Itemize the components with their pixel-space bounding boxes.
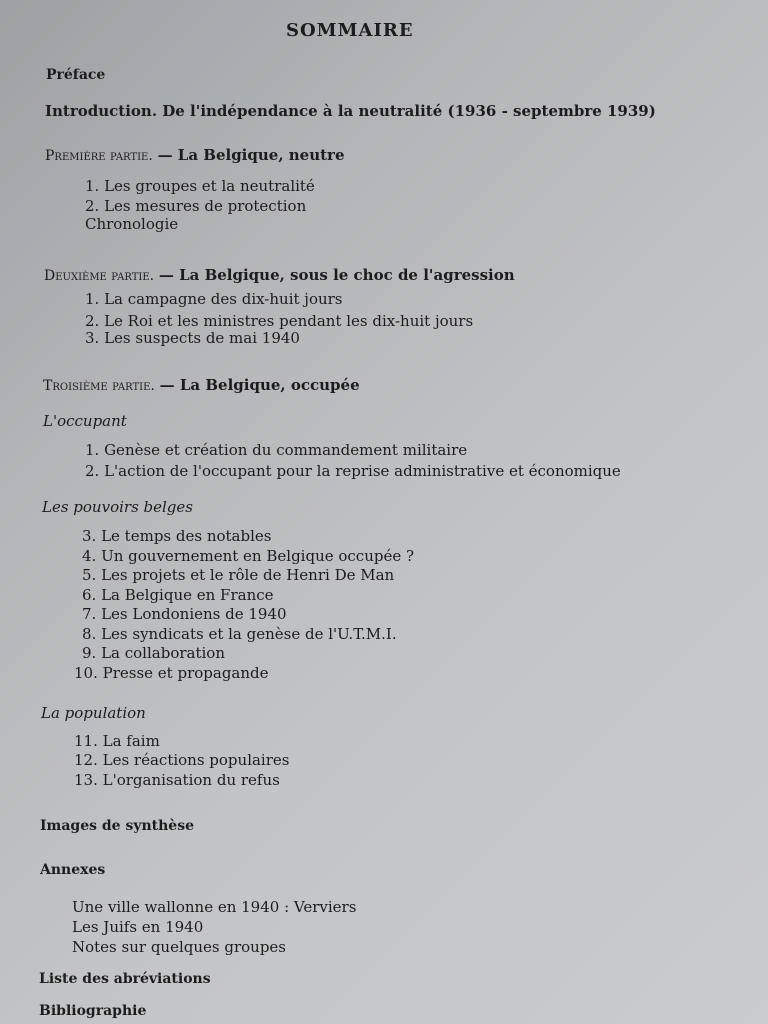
occupant-heading: L'occupant xyxy=(43,412,127,430)
list-item: 5. Les projets et le rôle de Henri De Man xyxy=(82,566,395,584)
part3-heading xyxy=(43,376,360,395)
population-heading: La population xyxy=(41,704,146,722)
list-item: 1. La campagne des dix-huit jours xyxy=(85,290,343,308)
list-item: 6. La Belgique en France xyxy=(82,586,274,604)
list-item: 10. Presse et propagande xyxy=(74,664,269,682)
list-item: 12. Les réactions populaires xyxy=(74,751,290,769)
toc-abbreviations: Liste des abréviations xyxy=(39,971,211,987)
list-item: 4. Un gouvernement en Belgique occupée ? xyxy=(82,547,415,565)
list-item: 11. La faim xyxy=(74,732,160,750)
list-item: 8. Les syndicats et la genèse de l'U.T.M.I. xyxy=(82,625,397,643)
list-item: Une ville wallonne en 1940 : Verviers xyxy=(72,898,357,916)
list-item: Notes sur quelques groupes xyxy=(72,938,287,956)
pouvoirs-heading: Les pouvoirs belges xyxy=(42,498,193,516)
list-item: 3. Le temps des notables xyxy=(82,527,272,545)
part1-title: — La Belgique, neutre xyxy=(157,146,345,164)
list-item: 2. Les mesures de protection xyxy=(85,197,307,215)
list-item: 1. Les groupes et la neutralité xyxy=(85,177,315,195)
part1-label: Première partie. xyxy=(45,148,153,164)
list-item: 13. L'organisation du refus xyxy=(74,771,280,789)
list-item: 2. L'action de l'occupant pour la reprise administrative et économique xyxy=(85,462,621,480)
toc-bibliography: Bibliographie xyxy=(39,1003,147,1019)
part3-title: — La Belgique, occupée xyxy=(159,376,360,394)
part2-heading xyxy=(44,266,515,285)
toc-introduction: Introduction. De l'indépendance à la neutralité (1936 - septembre 1939) xyxy=(45,102,656,120)
list-item: 1. Genèse et création du commandement militaire xyxy=(85,441,468,459)
part1-heading xyxy=(45,146,345,165)
part2-title: — La Belgique, sous le choc de l'agression xyxy=(158,266,515,284)
part3-label: Troisième partie. xyxy=(43,378,155,394)
toc-images: Images de synthèse xyxy=(40,818,194,834)
list-item: Les Juifs en 1940 xyxy=(72,918,204,936)
page-title: SOMMAIRE xyxy=(286,20,414,41)
part2-label: Deuxième partie. xyxy=(44,268,155,284)
list-item: 3. Les suspects de mai 1940 xyxy=(85,329,300,347)
annexes-heading: Annexes xyxy=(40,862,106,878)
list-item: Chronologie xyxy=(85,215,179,233)
list-item: 2. Le Roi et les ministres pendant les dix-huit jours xyxy=(85,312,474,330)
list-item: 9. La collaboration xyxy=(82,644,225,662)
list-item: 7. Les Londoniens de 1940 xyxy=(82,605,287,623)
toc-preface: Préface xyxy=(46,67,106,83)
